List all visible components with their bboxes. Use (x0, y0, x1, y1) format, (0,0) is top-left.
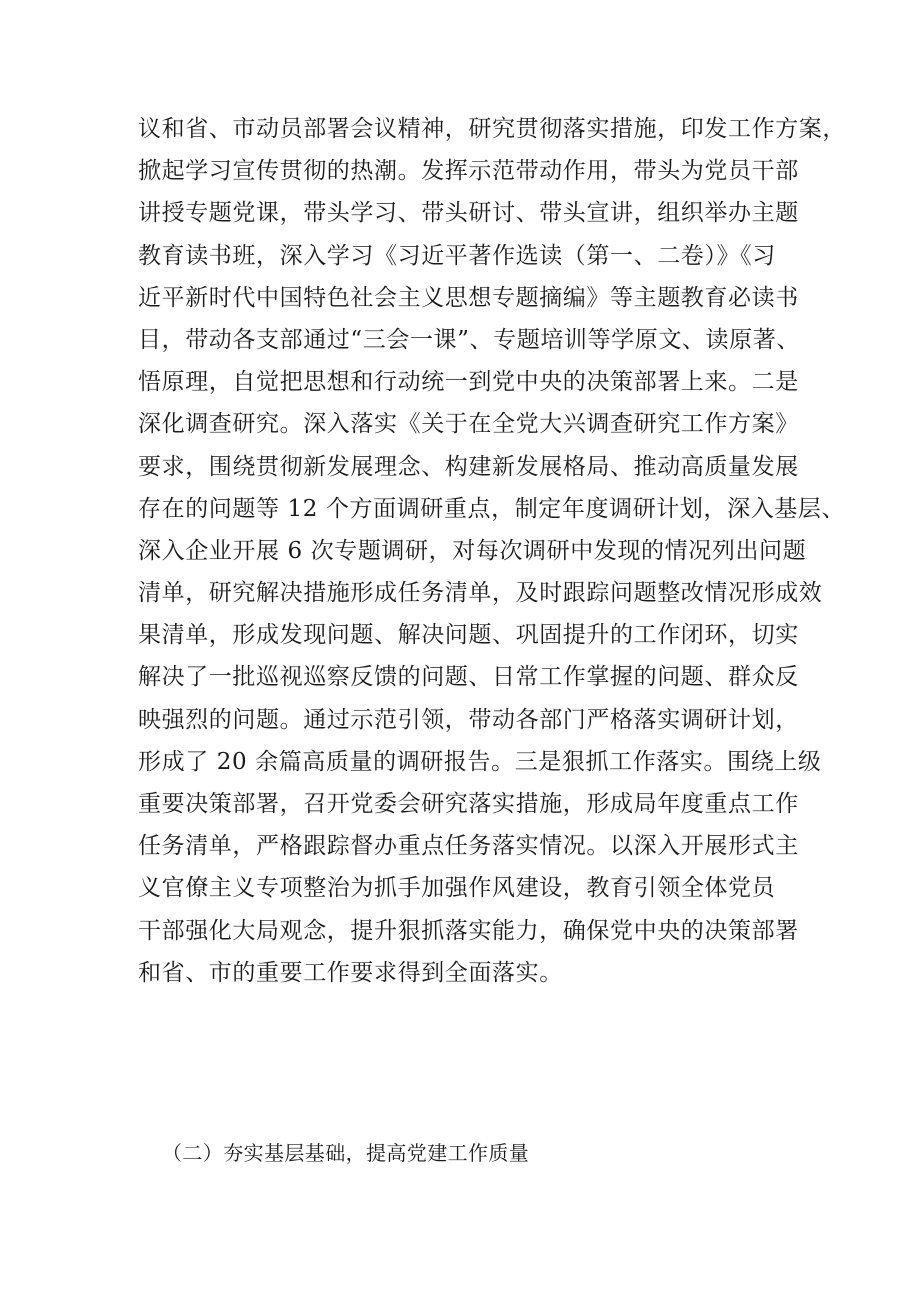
paragraph-line: 果清单，形成发现问题、解决问题、巩固提升的工作闭环，切实 (138, 622, 799, 649)
paragraph-line: 义官僚主义专项整治为抓手加强作风建设，教育引领全体党员 (138, 875, 776, 902)
paragraph-line: 存在的问题等 12 个方面调研重点，制定年度调研计划，深入基层、 (138, 495, 846, 522)
paragraph-line: 议和省、市动员部署会议精神，研究贯彻落实措施，印发工作方案， (138, 116, 846, 142)
body-paragraph (138, 108, 846, 994)
paragraph-line: 讲授专题党课，带头学习、带头研讨、带头宣讲，组织举办主题 (138, 200, 799, 227)
paragraph-line: 深化调查研究。深入落实《关于在全党大兴调查研究工作方案》 (138, 411, 799, 438)
paragraph-line: 清单，研究解决措施形成任务清单，及时跟踪问题整改情况形成效 (138, 580, 823, 607)
paragraph-line: 干部强化大局观念，提升狠抓落实能力，确保党中央的决策部署 (138, 917, 799, 944)
paragraph-line: 近平新时代中国特色社会主义思想专题摘编》等主题教育必读书 (138, 284, 799, 311)
section-subheading: （二）夯实基层基础，提高党建工作质量 (162, 1141, 530, 1165)
paragraph-line: 映强烈的问题。通过示范引领，带动各部门严格落实调研计划， (138, 706, 799, 733)
paragraph-line: 任务清单，严格跟踪督办重点任务落实情况。以深入开展形式主 (138, 833, 799, 860)
paragraph-line: 深入企业开展 6 次专题调研，对每次调研中发现的情况列出问题 (138, 537, 807, 564)
paragraph-line: 形成了 20 余篇高质量的调研报告。三是狠抓工作落实。围绕上级 (138, 748, 822, 775)
paragraph-line: 目，带动各支部通过“三会一课”、专题培训等学原文、读原著、 (138, 326, 800, 353)
paragraph-line: 教育读书班，深入学习《习近平著作选读（第一、二卷）》《习 (138, 242, 776, 269)
paragraph-line: 重要决策部署，召开党委会研究落实措施，形成局年度重点工作 (138, 791, 799, 817)
paragraph-line: 解决了一批巡视巡察反馈的问题、日常工作掌握的问题、群众反 (138, 664, 799, 691)
paragraph-line: 掀起学习宣传贯彻的热潮。发挥示范带动作用，带头为党员干部 (138, 158, 799, 185)
paragraph-line: 要求，围绕贯彻新发展理念、构建新发展格局、推动高质量发展 (138, 453, 799, 480)
paragraph-line: 和省、市的重要工作要求得到全面落实。 (138, 959, 563, 986)
paragraph-line: 悟原理，自觉把思想和行动统一到党中央的决策部署上来。二是 (138, 369, 799, 396)
